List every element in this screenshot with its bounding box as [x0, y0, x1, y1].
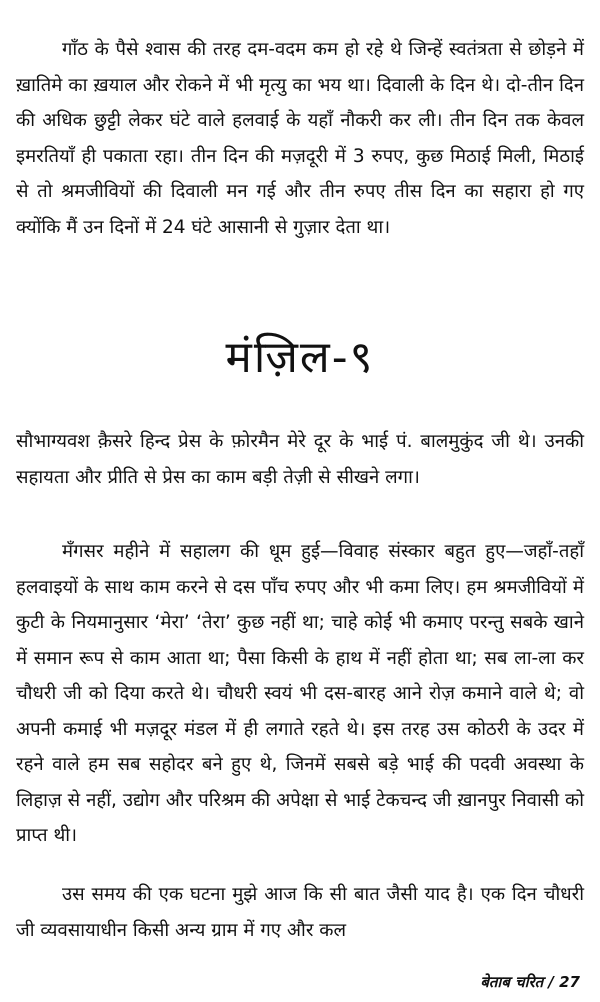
paragraph-savings-diwali: गाँठ के पैसे श्वास की तरह दम-वदम कम हो रहे थे जिन्हें स्वतंत्रता से छोड़ने में ख़ातिमे का ख़याल और रोकने में भी मृत्यु का भय था। दिवाली के दिन थे। दो-तीन दिन की अधिक छुट्टी लेकर घंटे वाले हलवाई के यहाँ नौकरी कर ली। तीन दिन तक केवल इमरतियाँ ही पकाता रहा। तीन दिन की मज़दूरी में 3 रुपए, कुछ मिठाई मिली, मिठाई से तो श्रमजीवियों की दिवाली मन गई और तीन रुपए तीस दिन का सहारा हो गए क्योंकि मैं उन दिनों में 24 घंटे आसानी से गुज़ार देता था।: [16, 39, 584, 238]
paragraph-incident: उस समय की एक घटना मुझे आज कि सी बात जैसी याद है। एक दिन चौधरी जी व्यवसायाधीन किसी अन्य ग्राम में गए और कल: [16, 884, 584, 941]
paragraph-wedding-season: मँगसर महीने में सहालग की धूम हुई—विवाह संस्कार बहुत हुए—जहाँ-तहाँ हलवाइयों के साथ काम करने से दस पाँच रुपए और भी कमा लिए। हम श्रमजीवियों में कुटी के नियमानुसार ‘मेरा’ ‘तेरा’ कुछ नहीं था; चाहे कोई भी कमाए परन्तु सबके खाने में समान रूप से काम आता था; पैसा किसी के हाथ में नहीं होता था; सब ला-ला कर चौधरी जी को दिया करते थे। चौधरी स्वयं भी दस-बारह आने रोज़ कमाने वाले थे; वो अपनी कमाई भी मज़दूर मंडल में ही लगाते रहते थे। इस तरह उस कोठरी के उदर में रहने वाले हम सब सहोदर बने हुए थे, जिनमें सबसे बड़े भाई की पदवी अवस्था के लिहाज़ से नहीं, उद्योग और परिश्रम की अपेक्षा से भाई टेकचन्द जी ख़ानपुर निवासी को प्राप्त थी।: [16, 541, 584, 846]
paragraph-press-foreman: सौभाग्यवश क़ैसरे हिन्द प्रेस के फ़ोरमैन मेरे दूर के भाई पं. बालमुकुंद जी थे। उनकी सहायता और प्रीति से प्रेस का काम बड़ी तेज़ी से सीखने लगा।: [16, 431, 584, 488]
page-footer-running-title: बेताब चरित / 27: [480, 973, 580, 991]
chapter-title: मंज़िल-९: [225, 332, 375, 383]
